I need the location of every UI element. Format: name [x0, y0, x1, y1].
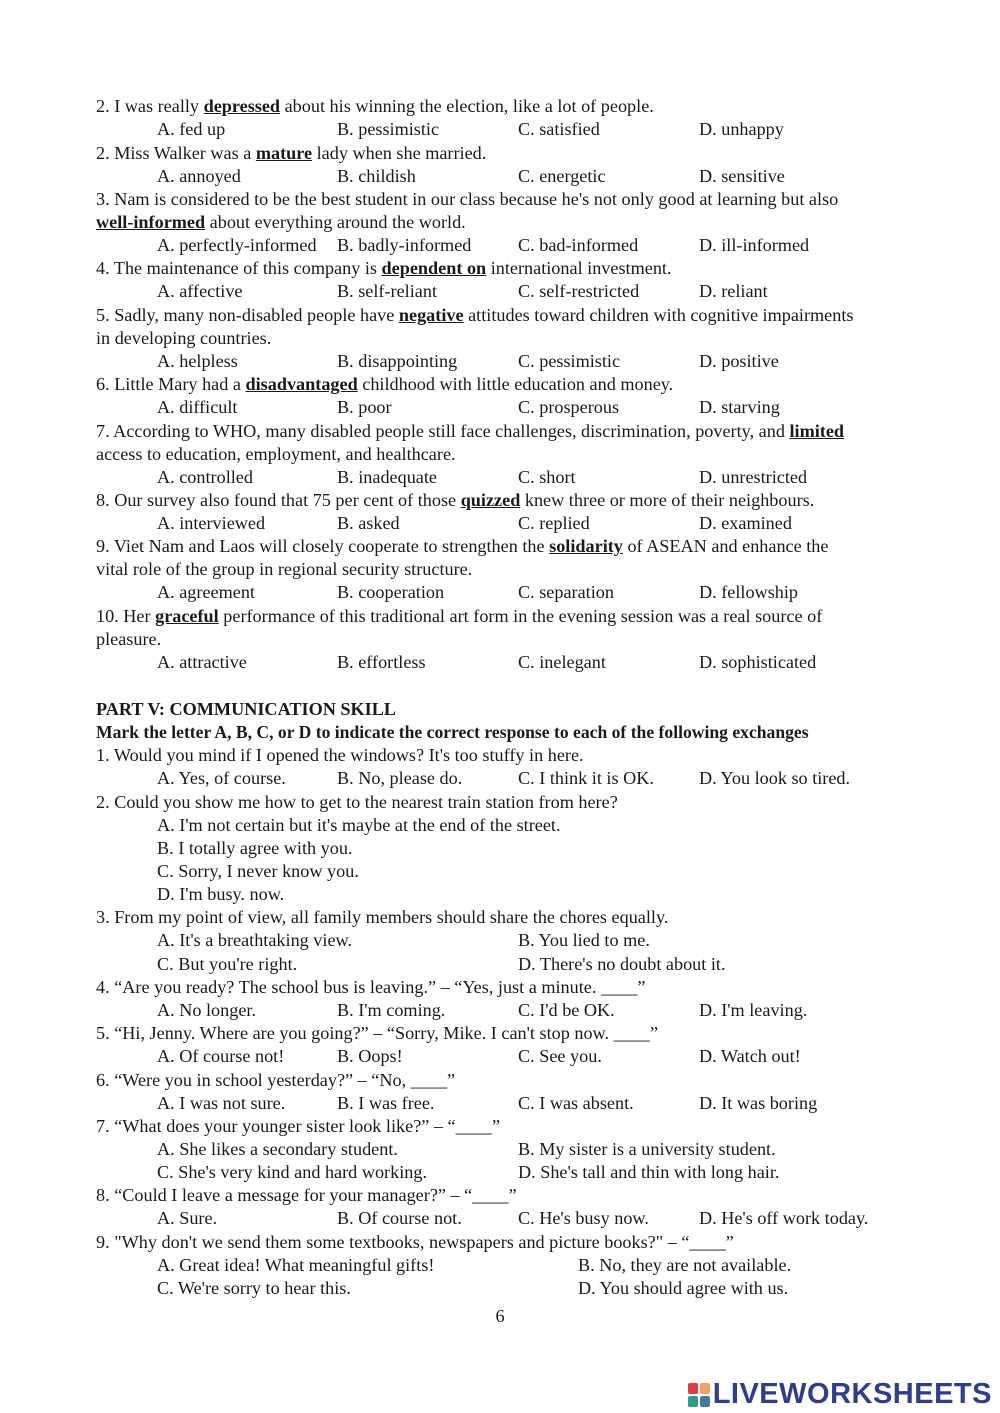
option-d[interactable]: D. unhappy: [699, 119, 784, 139]
question-line: [96, 605, 822, 628]
option-d[interactable]: D. You look so tired.: [699, 768, 851, 788]
liveworksheets-logo[interactable]: [688, 1378, 992, 1411]
option-c[interactable]: C. We're sorry to hear this.: [157, 1278, 351, 1298]
option-a[interactable]: A. It's a breathtaking view.: [157, 930, 353, 950]
option-a[interactable]: A. No longer.: [157, 1000, 257, 1020]
keyword: disadvantaged: [245, 374, 358, 394]
question-text: about his winning the election, like a lot of people.: [280, 96, 654, 116]
option-c[interactable]: C. inelegant: [518, 652, 606, 672]
question-line: [96, 489, 814, 512]
option-d[interactable]: D. fellowship: [699, 582, 799, 602]
question-text: knew three or more of their neighbours.: [520, 490, 815, 510]
option-c[interactable]: C. But you're right.: [157, 954, 298, 974]
option-b[interactable]: B. disappointing: [337, 351, 458, 371]
question-text: lady when she married.: [312, 143, 487, 163]
option-d[interactable]: D. You should agree with us.: [578, 1278, 789, 1298]
option-a[interactable]: A. fed up: [157, 119, 226, 139]
question-text: 2. I was really: [96, 96, 204, 116]
keyword: graceful: [155, 606, 219, 626]
logo-icon: [688, 1383, 710, 1407]
question-line-cont: access to education, employment, and healthcare.: [96, 444, 456, 464]
option-b[interactable]: B. asked: [337, 513, 400, 533]
question-line: [96, 535, 828, 558]
question-text: 3. From my point of view, all family members should share the chores equally.: [96, 907, 669, 927]
question-text: of ASEAN and enhance the: [622, 536, 829, 556]
option-c[interactable]: C. satisfied: [518, 119, 600, 139]
option-b[interactable]: B. I'm coming.: [337, 1000, 446, 1020]
section-instruction: Mark the letter A, B, C, or D to indicate the correct response to each of the following exchanges: [96, 722, 809, 742]
option-c[interactable]: C. separation: [518, 582, 614, 602]
option-d[interactable]: D. I'm busy. now.: [157, 884, 285, 904]
question-text: 8. “Could I leave a message for your manager?” – “____”: [96, 1185, 517, 1205]
question-text: 1. Would you mind if I opened the windows? It's too stuffy in here.: [96, 745, 584, 765]
logo-text: LIVEWORKSHEETS: [712, 1378, 992, 1410]
page-number: 6: [495, 1306, 505, 1326]
option-b[interactable]: B. My sister is a university student.: [518, 1139, 776, 1159]
question-line: [96, 188, 838, 211]
option-b[interactable]: B. Of course not.: [337, 1208, 462, 1228]
option-a[interactable]: A. She likes a secondary student.: [157, 1139, 398, 1159]
option-b[interactable]: B. You lied to me.: [518, 930, 650, 950]
option-d[interactable]: D. She's tall and thin with long hair.: [518, 1162, 780, 1182]
option-b[interactable]: B. inadequate: [337, 467, 437, 487]
option-b[interactable]: B. No, they are not available.: [578, 1255, 792, 1275]
question-text: 2. Could you show me how to get to the nearest train station from here?: [96, 792, 618, 812]
question-text: 3. Nam is considered to be the best student in our class because he's not only good at learning but also: [96, 189, 839, 209]
option-d[interactable]: D. ill-informed: [699, 235, 810, 255]
keyword: depressed: [203, 96, 281, 116]
option-a[interactable]: A. I was not sure.: [157, 1093, 286, 1113]
option-b[interactable]: B. cooperation: [337, 582, 445, 602]
question-text: international investment.: [486, 258, 672, 278]
option-a[interactable]: A. affective: [157, 281, 243, 301]
question-text: 7. According to WHO, many disabled people still face challenges, discrimination, poverty, and: [96, 421, 790, 441]
keyword: well-informed: [96, 212, 206, 232]
option-c[interactable]: C. She's very kind and hard working.: [157, 1162, 427, 1182]
option-c[interactable]: C. prosperous: [518, 397, 620, 417]
question-text: 4. “Are you ready? The school bus is leaving.” – “Yes, just a minute. ____”: [96, 977, 646, 997]
question-text: 6. Little Mary had a: [96, 374, 246, 394]
option-c[interactable]: C. I'd be OK.: [518, 1000, 615, 1020]
question-text: 5. Sadly, many non-disabled people have: [96, 305, 399, 325]
option-a[interactable]: A. Great idea! What meaningful gifts!: [157, 1255, 435, 1275]
question-text: 2. Miss Walker was a: [96, 143, 256, 163]
option-c[interactable]: C. I think it is OK.: [518, 768, 654, 788]
option-d[interactable]: D. There's no doubt about it.: [518, 954, 726, 974]
option-c[interactable]: C. I was absent.: [518, 1093, 634, 1113]
option-d[interactable]: D. He's off work today.: [699, 1208, 869, 1228]
option-b[interactable]: B. I was free.: [337, 1093, 435, 1113]
question-text: performance of this traditional art form in the evening session was a real source of: [218, 606, 823, 626]
keyword: quizzed: [460, 490, 521, 510]
option-c[interactable]: C. He's busy now.: [518, 1208, 649, 1228]
question-line: [96, 257, 672, 280]
question-line: [96, 95, 654, 118]
option-b[interactable]: B. pessimistic: [337, 119, 440, 139]
question-line: [96, 373, 673, 396]
option-d[interactable]: D. I'm leaving.: [699, 1000, 808, 1020]
option-d[interactable]: D. sensitive: [699, 166, 785, 186]
section-title: PART V: COMMUNICATION SKILL: [96, 699, 396, 719]
option-b[interactable]: B. Oops!: [337, 1046, 403, 1066]
option-c[interactable]: C. energetic: [518, 166, 606, 186]
option-c[interactable]: C. bad-informed: [518, 235, 639, 255]
option-d[interactable]: D. Watch out!: [699, 1046, 801, 1066]
option-a[interactable]: A. controlled: [157, 467, 253, 487]
question-text: 9. "Why don't we send them some textbooks, newspapers and picture books?" – “____”: [96, 1232, 734, 1252]
option-b[interactable]: B. childish: [337, 166, 416, 186]
keyword: negative: [398, 305, 464, 325]
question-line: [96, 420, 844, 443]
option-d[interactable]: D. examined: [699, 513, 792, 533]
option-b[interactable]: B. badly-informed: [337, 235, 472, 255]
option-b[interactable]: B. self-reliant: [337, 281, 437, 301]
question-text: 8. Our survey also found that 75 per cent of those: [96, 490, 461, 510]
option-a[interactable]: A. annoyed: [157, 166, 241, 186]
question-line: [96, 304, 853, 327]
question-text: about everything around the world.: [205, 212, 466, 232]
option-a[interactable]: A. perfectly-informed: [157, 235, 317, 255]
option-a[interactable]: A. I'm not certain but it's maybe at the end of the street.: [157, 815, 561, 835]
question-text: 4. The maintenance of this company is: [96, 258, 382, 278]
question-text: 10. Her: [96, 606, 156, 626]
question-line: [96, 142, 486, 165]
question-line-cont: [96, 211, 466, 234]
option-a[interactable]: A. Of course not!: [157, 1046, 285, 1066]
option-a[interactable]: A. agreement: [157, 582, 255, 602]
question-line-cont: in developing countries.: [96, 328, 272, 348]
question-text: 7. “What does your younger sister look like?” – “____”: [96, 1116, 501, 1136]
option-a[interactable]: A. interviewed: [157, 513, 266, 533]
question-line-cont: pleasure.: [96, 629, 162, 649]
question-text: attitudes toward children with cognitive impairments: [463, 305, 854, 325]
option-c[interactable]: C. Sorry, I never know you.: [157, 861, 359, 881]
option-c[interactable]: C. short: [518, 467, 576, 487]
keyword: solidarity: [549, 536, 623, 556]
option-d[interactable]: D. reliant: [699, 281, 768, 301]
option-b[interactable]: B. effortless: [337, 652, 426, 672]
option-b[interactable]: B. No, please do.: [337, 768, 463, 788]
option-c[interactable]: C. replied: [518, 513, 590, 533]
option-c[interactable]: C. See you.: [518, 1046, 602, 1066]
option-d[interactable]: D. sophisticated: [699, 652, 817, 672]
keyword: mature: [255, 143, 313, 163]
question-line-cont: vital role of the group in regional security structure.: [96, 559, 473, 579]
option-d[interactable]: D. It was boring: [699, 1093, 818, 1113]
option-b[interactable]: B. poor: [337, 397, 392, 417]
option-a[interactable]: A. difficult: [157, 397, 238, 417]
question-text: 9. Viet Nam and Laos will closely cooperate to strengthen the: [96, 536, 550, 556]
option-a[interactable]: A. helpless: [157, 351, 238, 371]
option-d[interactable]: D. starving: [699, 397, 780, 417]
option-c[interactable]: C. self-restricted: [518, 281, 640, 301]
option-c[interactable]: C. pessimistic: [518, 351, 621, 371]
keyword: limited: [789, 421, 845, 441]
option-a[interactable]: A. Yes, of course.: [157, 768, 286, 788]
question-text: 5. “Hi, Jenny. Where are you going?” – “Sorry, Mike. I can't stop now. ____”: [96, 1023, 659, 1043]
option-b[interactable]: B. I totally agree with you.: [157, 838, 353, 858]
keyword: dependent on: [381, 258, 487, 278]
option-d[interactable]: D. positive: [699, 351, 779, 371]
option-d[interactable]: D. unrestricted: [699, 467, 808, 487]
question-text: childhood with little education and money.: [357, 374, 674, 394]
option-a[interactable]: A. attractive: [157, 652, 247, 672]
question-text: 6. “Were you in school yesterday?” – “No, ____”: [96, 1070, 456, 1090]
option-a[interactable]: A. Sure.: [157, 1208, 218, 1228]
